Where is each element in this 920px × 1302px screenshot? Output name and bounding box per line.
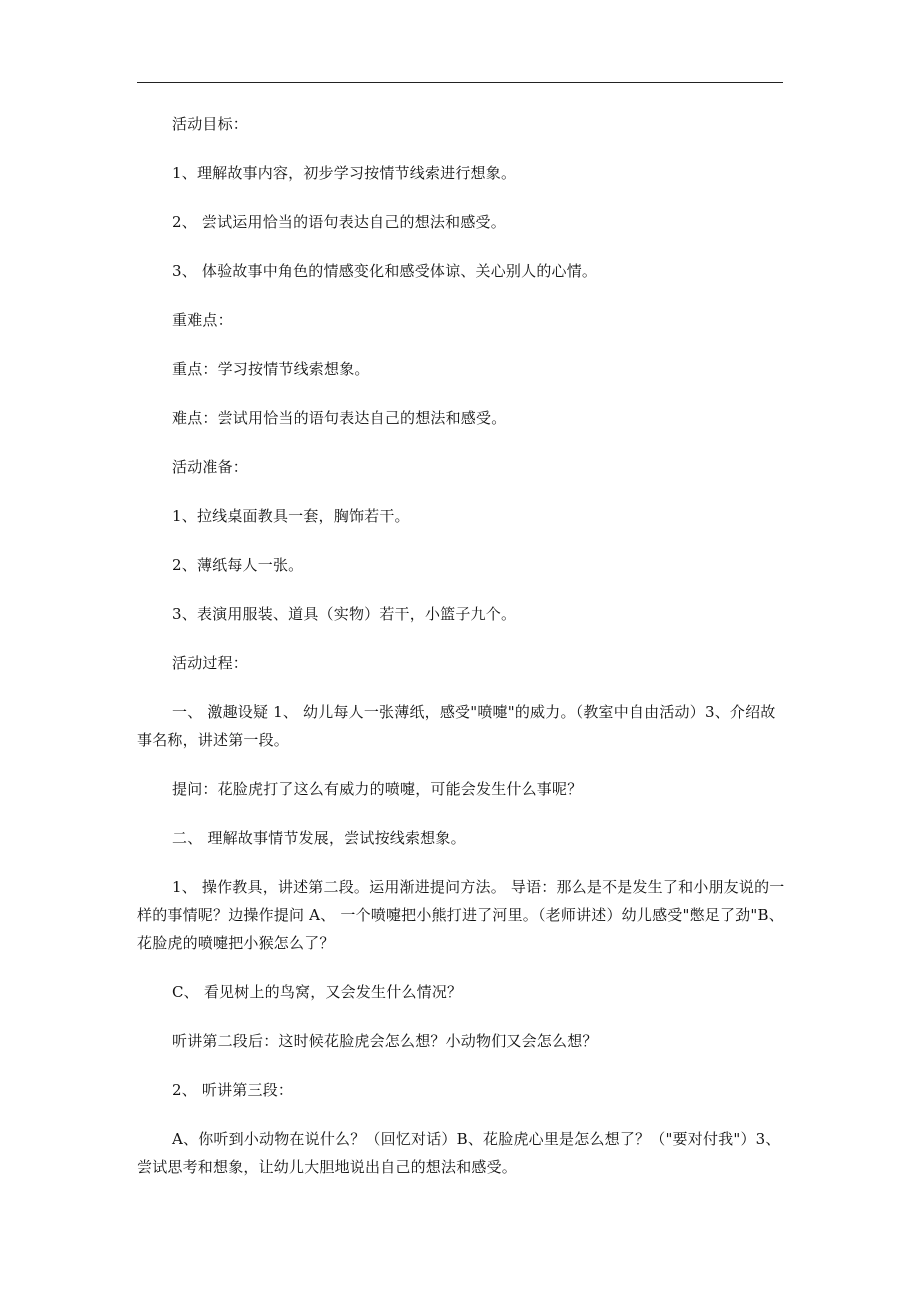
header-rule bbox=[137, 82, 783, 83]
process-step-1: 一、 激趣设疑 1、 幼儿每人一张薄纸，感受"喷嚏"的威力。（教室中自由活动）3、介绍故事名称，讲述第一段。 bbox=[137, 703, 776, 749]
difficult-point: 难点：尝试用恰当的语句表达自己的想法和感受。 bbox=[172, 409, 507, 427]
section-heading-preparation: 活动准备： bbox=[172, 458, 249, 476]
section-heading-process: 活动过程： bbox=[172, 654, 249, 672]
process-question-1: 提问：花脸虎打了这么有威力的喷嚏，可能会发生什么事呢？ bbox=[172, 780, 583, 798]
document-body bbox=[137, 110, 785, 1202]
process-step-2-3: A、你听到小动物在说什么？（回忆对话）B、花脸虎心里是怎么想了？（"要对付我"）3、 尝试思考和想象，让幼儿大胆地说出自己的想法和感受。 bbox=[137, 1130, 781, 1176]
goal-item-3: 3、 体验故事中角色的情感变化和感受体谅、关心别人的心情。 bbox=[172, 262, 598, 280]
section-heading-key-points: 重难点： bbox=[172, 311, 233, 329]
goal-item-2: 2、 尝试运用恰当的语句表达自己的想法和感受。 bbox=[172, 213, 506, 231]
goal-item-1: 1、理解故事内容，初步学习按情节线索进行想象。 bbox=[172, 164, 517, 182]
process-step-2-2: 2、 听讲第三段： bbox=[172, 1081, 294, 1099]
process-question-c: C、 看见树上的鸟窝，又会发生什么情况？ bbox=[172, 983, 463, 1001]
preparation-item-1: 1、拉线桌面教具一套，胸饰若干。 bbox=[172, 507, 410, 525]
process-after-second-part: 听讲第二段后：这时候花脸虎会怎么想？小动物们又会怎么想？ bbox=[172, 1032, 598, 1050]
process-step-2: 二、 理解故事情节发展，尝试按线索想象。 bbox=[172, 829, 466, 847]
process-step-2-1: 1、 操作教具，讲述第二段。运用渐进提问方法。 导语：那么是不是发生了和小朋友说的一样的事情呢？边操作提问 A、 一个喷嚏把小熊打进了河里。（老师讲述）幼儿感受"憋足了劲"B、 花脸虎的喷嚏把小猴怎么了？ bbox=[137, 878, 785, 952]
preparation-item-3: 3、表演用服装、道具（实物）若干，小篮子九个。 bbox=[172, 605, 517, 623]
preparation-item-2: 2、薄纸每人一张。 bbox=[172, 556, 304, 574]
section-heading-goals: 活动目标： bbox=[172, 115, 249, 133]
key-point: 重点：学习按情节线索想象。 bbox=[172, 360, 370, 378]
